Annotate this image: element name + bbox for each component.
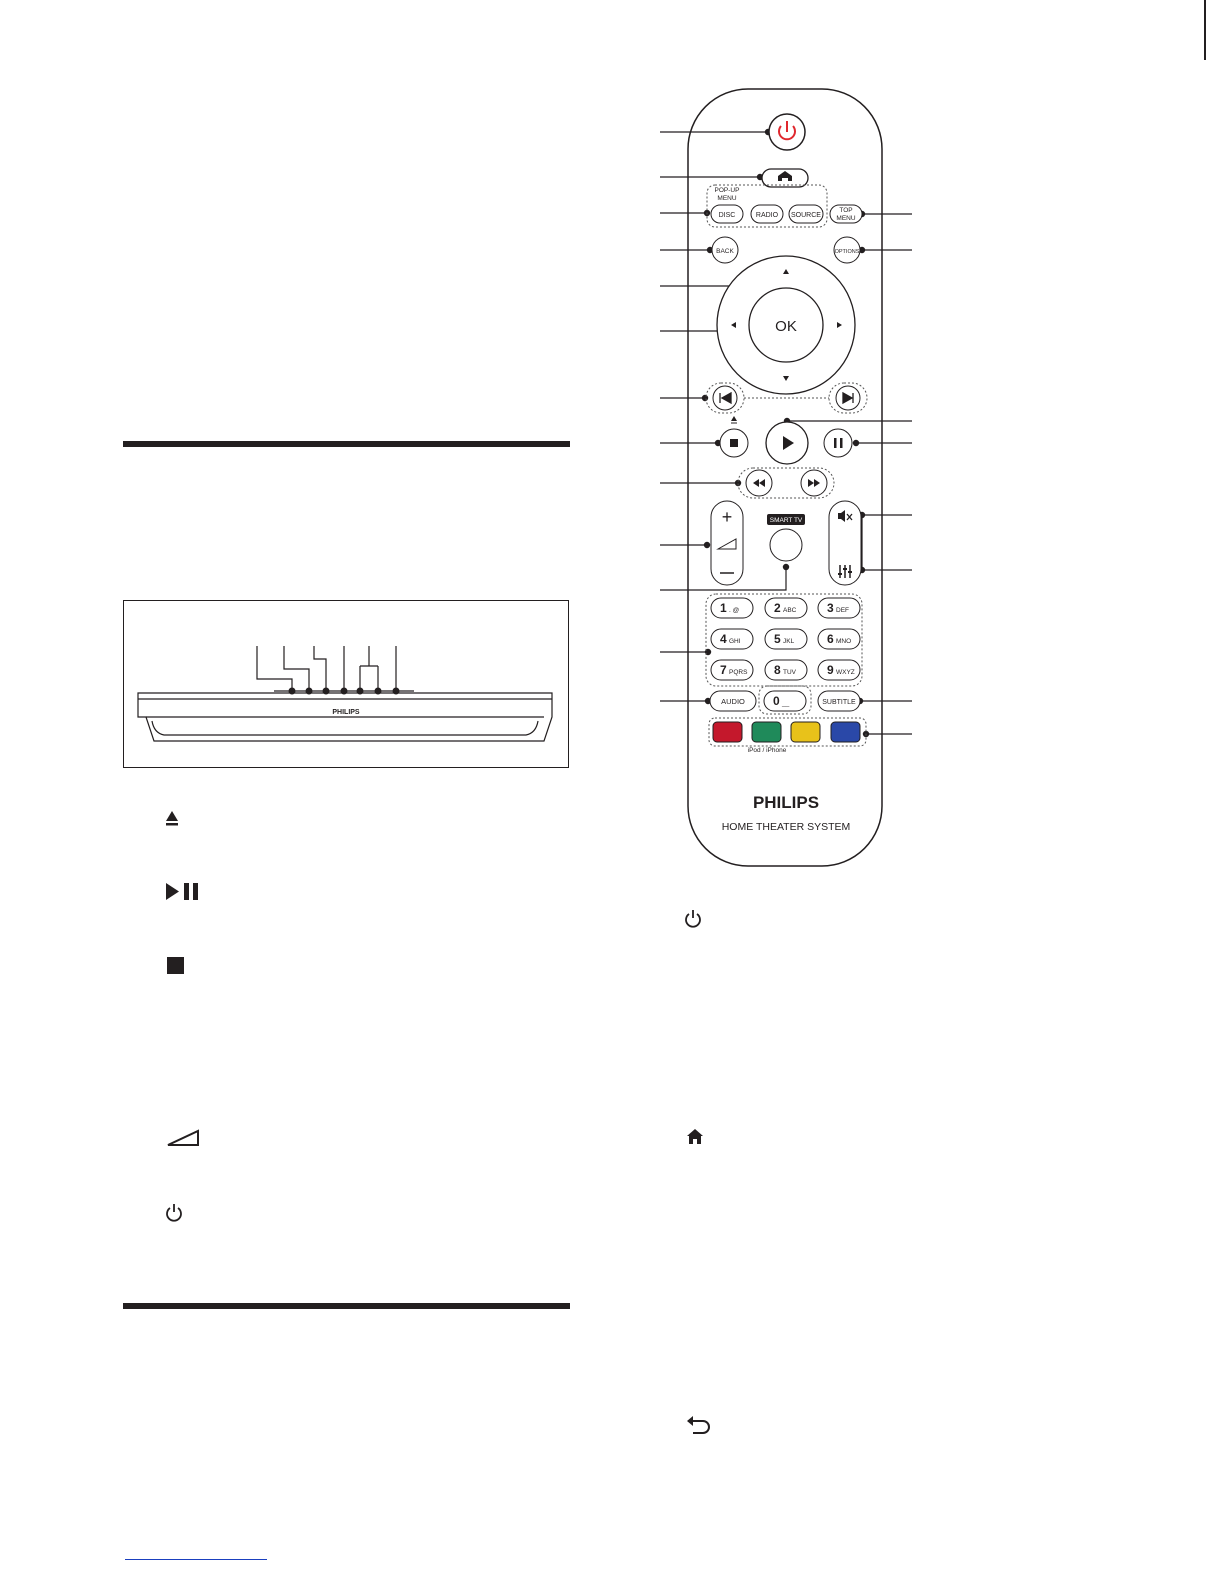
footer-link-underline[interactable] [125,1559,267,1560]
number-key-letters: PQRS [729,669,748,676]
number-key-letters: DEF [836,607,849,614]
remote-blue-button[interactable] [831,722,860,742]
front-indicator [341,688,348,695]
number-key-letters: GHI [729,638,741,645]
front-button-stop[interactable] [323,688,330,695]
number-key-digit: 0 [773,694,780,708]
number-key-digit: 9 [827,663,834,677]
number-key-letters: . @ [729,607,740,614]
number-key-digit: 3 [827,601,834,615]
radio-label: RADIO [755,212,779,219]
number-key-digit: 8 [774,663,781,677]
front-volume-down[interactable] [357,688,364,695]
front-panel-drawing [124,601,570,769]
number-key-letters: WXYZ [836,669,855,676]
remote-brand: PHILIPS [752,793,820,812]
leader-line-3 [314,646,326,691]
section-rule-remote [123,1303,570,1309]
svg-text:MENU: MENU [836,215,856,222]
front-button-play[interactable] [306,688,313,695]
svg-text:POP-UP: POP-UP [714,187,740,194]
front-button-eject[interactable] [289,688,296,695]
remote-smart-tv-button[interactable] [770,529,802,561]
number-key-digit: 6 [827,632,834,646]
power-icon [165,1203,183,1227]
remote-pause-button[interactable] [824,429,852,457]
options-label: OPTIONS [834,249,860,255]
front-volume-up[interactable] [375,688,382,695]
eject-icon [165,810,179,833]
back-label: BACK [716,248,734,255]
number-key-letters: ABC [783,607,797,614]
ok-label: OK [775,318,797,335]
number-key-letters: JKL [783,638,795,645]
number-key-letters: TUV [783,669,796,676]
number-key-letters: __ [782,700,790,707]
volume-icon [166,1129,200,1152]
number-key-digit: 5 [774,632,781,646]
number-key-digit: 7 [720,663,727,677]
play-pause-icon [166,883,202,905]
disc-label: DISC [718,212,736,219]
back-arrow-icon [685,1415,711,1440]
power-icon [684,909,702,933]
subtitle-label: SUBTITLE [822,699,856,706]
audio-label: AUDIO [721,697,745,706]
home-icon [685,1128,705,1150]
front-panel-brand: PHILIPS [332,709,360,716]
remote-control-drawing [650,85,920,870]
front-panel-figure [123,600,569,768]
svg-text:TOP: TOP [839,207,853,214]
smart-tv-label: SMART TV [769,517,803,524]
stop-icon [167,957,184,979]
remote-yellow-button[interactable] [791,722,820,742]
number-key-letters: MNO [836,638,852,645]
front-power[interactable] [393,688,400,695]
leader-line-5 [360,646,378,691]
corner-rule [1204,0,1206,60]
svg-text:+: + [721,507,733,527]
remote-red-button[interactable] [713,722,742,742]
remote-green-button[interactable] [752,722,781,742]
number-key-digit: 1 [720,601,727,615]
number-key-digit: 2 [774,601,781,615]
ipod-iphone-label: iPod / iPhone [747,747,787,754]
remote-model-line: HOME THEATER SYSTEM [721,821,851,833]
section-rule-front-panel [123,441,570,447]
leader-line-2 [284,646,309,691]
number-key-digit: 4 [720,632,727,646]
source-label: SOURCE [791,212,821,219]
svg-text:MENU: MENU [717,195,737,202]
